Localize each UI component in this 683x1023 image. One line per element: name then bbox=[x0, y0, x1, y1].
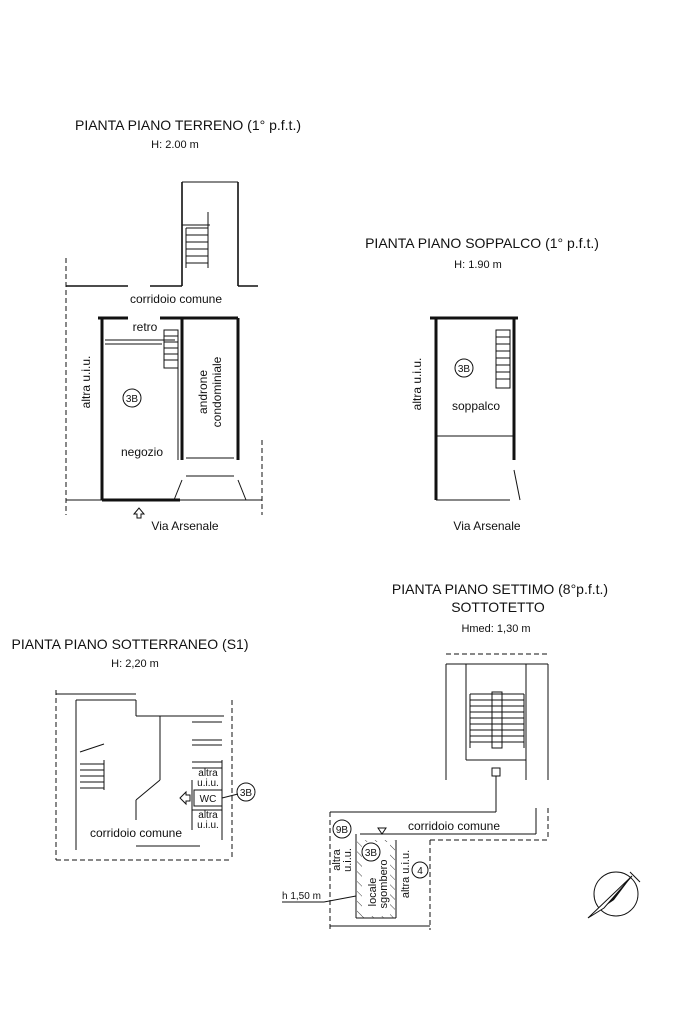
basement-other1-label-b: u.i.u. bbox=[197, 778, 219, 789]
ground-other-unit-label: altra u.i.u. bbox=[79, 355, 93, 409]
ground-atrium-label: androne bbox=[196, 369, 210, 415]
mezzanine-plan bbox=[365, 235, 599, 533]
mezzanine-title: PIANTA PIANO SOPPALCO (1° p.f.t.) bbox=[365, 235, 599, 251]
mezzanine-room-label: soppalco bbox=[451, 399, 501, 413]
attic-unit4-badge bbox=[412, 862, 428, 878]
ground-street-label: Via Arsenale bbox=[151, 519, 219, 533]
attic-unit-label: 3B bbox=[364, 848, 378, 859]
attic-height: Hmed: 1,30 m bbox=[461, 623, 531, 635]
attic-plan bbox=[282, 581, 608, 930]
attic-stair bbox=[470, 694, 524, 748]
ground-retro-label: retro bbox=[132, 320, 158, 334]
attic-unit9-badge bbox=[333, 820, 351, 838]
attic-other-label-b: u.i.u. bbox=[342, 848, 354, 872]
ground-unit-badge bbox=[123, 389, 141, 407]
ground-corridor-label: corridoio comune bbox=[129, 292, 223, 306]
ground-unit-label: 3B bbox=[125, 394, 139, 405]
attic-unit4-label: 4 bbox=[417, 866, 423, 877]
mezzanine-height: H: 1.90 m bbox=[454, 259, 502, 271]
mezzanine-unit-label: 3B bbox=[457, 364, 471, 375]
mezzanine-unit-badge bbox=[455, 359, 473, 377]
attic-subtitle: SOTTOTETTO bbox=[451, 599, 545, 615]
attic-room-label-b: sgombero bbox=[378, 859, 390, 909]
attic-title: PIANTA PIANO SETTIMO (8°p.f.t.) bbox=[391, 581, 609, 597]
attic-room-label-a: locale bbox=[367, 877, 379, 907]
ground-shop-label: negozio bbox=[120, 445, 164, 459]
ground-floor-plan bbox=[66, 117, 301, 533]
attic-h-note: h 1,50 m bbox=[282, 891, 321, 902]
basement-stair bbox=[80, 744, 104, 790]
ground-entrance-arrow-icon bbox=[134, 508, 144, 518]
basement-other2-label-a: altra bbox=[198, 810, 218, 821]
retro-stair bbox=[164, 330, 178, 368]
mezzanine-other-unit-label: altra u.i.u. bbox=[410, 357, 424, 411]
basement-wc-label: WC bbox=[199, 794, 217, 805]
ground-title: PIANTA PIANO TERRENO (1° p.f.t.) bbox=[74, 117, 302, 133]
north-arrow-icon bbox=[588, 872, 640, 918]
basement-plan bbox=[11, 636, 255, 860]
basement-unit-label: 3B bbox=[239, 788, 253, 799]
attic-unit9-label: 9B bbox=[335, 825, 349, 836]
ground-atrium-label-2: condominiale bbox=[210, 356, 224, 428]
basement-height: H: 2,20 m bbox=[111, 658, 159, 670]
attic-other-label-a: altra bbox=[331, 849, 343, 871]
basement-corridor-label: corridoio comune bbox=[89, 826, 183, 840]
attic-entry-arrow-icon bbox=[378, 828, 386, 834]
attic-corridor-label: corridoio comune bbox=[407, 819, 501, 833]
attic-other-right-label: altra u.i.u. bbox=[400, 849, 412, 899]
basement-title: PIANTA PIANO SOTTERRANEO (S1) bbox=[11, 636, 249, 652]
basement-other2-label-b: u.i.u. bbox=[197, 820, 219, 831]
ground-height: H: 2.00 m bbox=[151, 139, 199, 151]
ground-stair bbox=[182, 225, 210, 268]
mezzanine-street-label: Via Arsenale bbox=[453, 519, 521, 533]
mezzanine-stair bbox=[496, 330, 510, 388]
basement-unit-badge bbox=[237, 783, 255, 801]
basement-entry-arrow-icon bbox=[180, 792, 190, 804]
basement-other1-label-a: altra bbox=[198, 768, 218, 779]
